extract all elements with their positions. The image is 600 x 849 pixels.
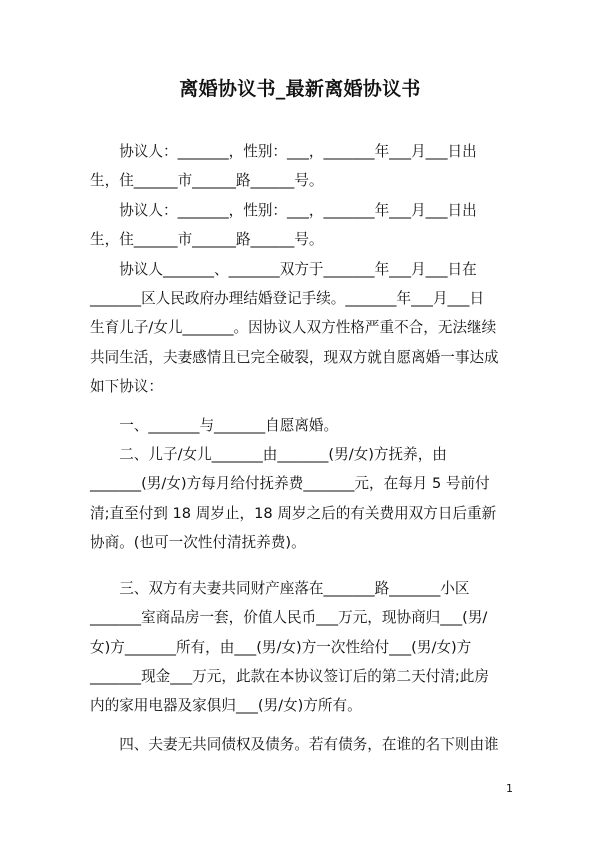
- text-line: 四、夫妻无共同债权及债务。若有债务，在谁的名下则由谁: [119, 735, 499, 753]
- document-body: [90, 137, 516, 759]
- text-line: 协议人：_______，性别：___，_______年___月___日出: [119, 143, 477, 160]
- text-line: 二、儿子/女儿_______由_______(男/女)方抚养，由: [119, 446, 447, 464]
- text-line: 一、_______与_______自愿离婚。: [119, 416, 339, 434]
- paragraph-party-1: [90, 137, 516, 196]
- text-line: _______(男/女)方每月给付抚养费_______元，在每月 5 号前付: [90, 475, 490, 493]
- paragraph-clause-1: [90, 411, 516, 440]
- paragraph-clause-4: [90, 730, 516, 759]
- text-line: 生育儿子/女儿_______。因协议人双方性格严重不合，无法继续: [90, 319, 497, 337]
- paragraph-background: [90, 255, 516, 402]
- text-line: 共同生活，夫妻感情且已完全破裂，现双方就自愿离婚一事达成: [90, 348, 499, 366]
- text-line: 女)方_______所有，由___(男/女)方一次性给付___(男/女)方: [90, 638, 472, 656]
- text-line: 协议人_______、_______双方于_______年___月___日在: [119, 260, 477, 278]
- text-line: _______现金___万元，此款在本协议签订后的第二天付清;此房: [90, 667, 489, 685]
- text-line: _______区人民政府办理结婚登记手续。_______年___月___日: [90, 290, 485, 308]
- text-line: 协商。(也可一次性付清抚养费)。: [90, 534, 306, 552]
- document-title: 离婚协议书_最新离婚协议书: [179, 78, 421, 100]
- paragraph-party-2: [90, 196, 516, 255]
- page-number: 1: [506, 782, 513, 795]
- text-line: 内的家用电器及家俱归___(男/女)方所有。: [90, 697, 362, 715]
- text-line: 清;直至付到 18 周岁止，18 周岁之后的有关费用双方日后重新: [90, 504, 497, 522]
- paragraph-clause-2: [90, 440, 516, 558]
- text-line: 协议人：_______，性别：___，_______年___月___日出: [119, 201, 477, 219]
- text-line: 如下协议：: [90, 378, 163, 396]
- text-line: 三、双方有夫妻共同财产座落在_______路_______小区: [119, 579, 470, 597]
- text-line: _______室商品房一套，价值人民币___万元，现协商归___(男/: [90, 609, 488, 627]
- text-line: 生，住______市______路______号。: [90, 231, 324, 249]
- text-line: 生，住______市______路______号。: [90, 172, 324, 190]
- paragraph-clause-3: [90, 574, 516, 721]
